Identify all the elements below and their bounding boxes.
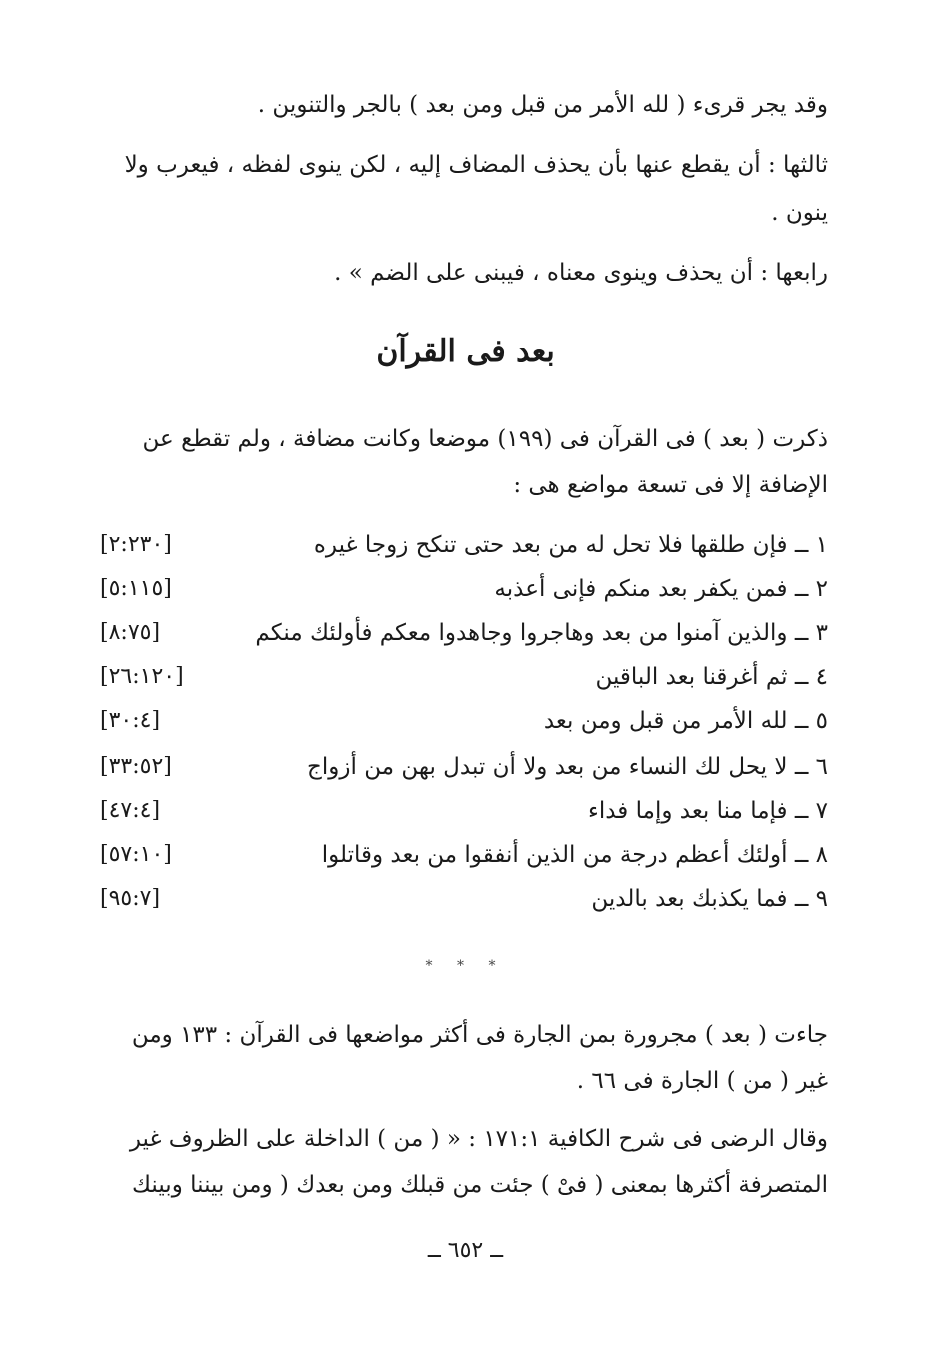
verse-text: ٦ ــ لا يحل لك النساء من بعد ولا أن تبدل بهن من أزواج [307, 754, 828, 780]
verse-text: ٣ ــ والذين آمنوا من بعد وهاجروا وجاهدوا معكم فأولئك منكم [255, 620, 828, 646]
verse-row [100, 616, 828, 652]
verse-reference: [٩٥:٧] [100, 886, 161, 911]
verse-row [100, 572, 828, 608]
verse-reference: [٤٧:٤] [100, 798, 161, 823]
para1-line-1: ذكرت ( بعد ) فى القرآن فى (١٩٩) موضعا وكانت مضافة ، ولم تقطع عن [142, 426, 828, 452]
verse-row [100, 882, 828, 918]
verse-row [100, 704, 828, 740]
intro-line-1: وقد يجر قرىء ( لله الأمر من قبل ومن بعد ) بالجر والتنوين . [257, 92, 828, 118]
verse-row [100, 750, 828, 786]
verse-reference: [٣٠:٤] [100, 708, 161, 733]
verse-text: ٥ ــ لله الأمر من قبل ومن بعد [543, 708, 828, 734]
para3-line-1: وقال الرضى فى شرح الكافية ١٧١:١ : « ( من ) الداخلة على الظروف غير [129, 1126, 828, 1152]
verse-text: ٩ ــ فما يكذبك بعد بالدين [591, 886, 828, 912]
verse-reference: [٢٦:١٢٠] [100, 664, 184, 689]
verse-reference: [٥٧:١٠] [100, 842, 172, 867]
verse-text: ٨ ــ أولئك أعظم درجة من الذين أنفقوا من بعد وقاتلوا [321, 842, 828, 868]
verse-row [100, 660, 828, 696]
verse-reference: [٥:١١٥] [100, 576, 172, 601]
verse-row [100, 794, 828, 830]
intro-line-3: ينون . [771, 200, 828, 226]
verse-reference: [٣٣:٥٢] [100, 754, 172, 779]
verse-text: ٢ ــ فمن يكفر بعد منكم فإنى أعذبه [494, 576, 828, 602]
section-separator: * * * [425, 958, 506, 974]
verse-row [100, 838, 828, 874]
verse-reference: [٢:٢٣٠] [100, 532, 172, 557]
para1-line-2: الإضافة إلا فى تسعة مواضع هى : [513, 472, 828, 498]
verse-text: ١ ــ فإن طلقها فلا تحل له من بعد حتى تنكح زوجا غيره [313, 532, 828, 558]
section-heading: بعد فى القرآن [376, 334, 555, 369]
intro-line-2: ثالثها : أن يقطع عنها بأن يحذف المضاف إليه ، لكن ينوى لفظه ، فيعرب ولا [124, 152, 828, 178]
page-number: ــ ٦٥٢ ــ [427, 1238, 504, 1263]
verse-text: ٧ ــ فإما منا بعد وإما فداء [588, 798, 828, 824]
verse-row [100, 528, 828, 564]
verse-reference: [٨:٧٥] [100, 620, 161, 645]
verse-text: ٤ ــ ثم أغرقنا بعد الباقين [595, 664, 828, 690]
para2-line-1: جاءت ( بعد ) مجرورة بمن الجارة فى أكثر مواضعها فى القرآن : ١٣٣ ومن [131, 1022, 828, 1048]
para2-line-2: غير ( من ) الجارة فى ٦٦ . [576, 1068, 828, 1094]
para3-line-2: المتصرفة أكثرها بمعنى ( فىْ ) جئت من قبلك ومن بعدك ( ومن بيننا وبينك [132, 1172, 828, 1198]
intro-line-4: رابعها : أن يحذف وينوى معناه ، فيبنى على الضم » . [334, 260, 828, 286]
